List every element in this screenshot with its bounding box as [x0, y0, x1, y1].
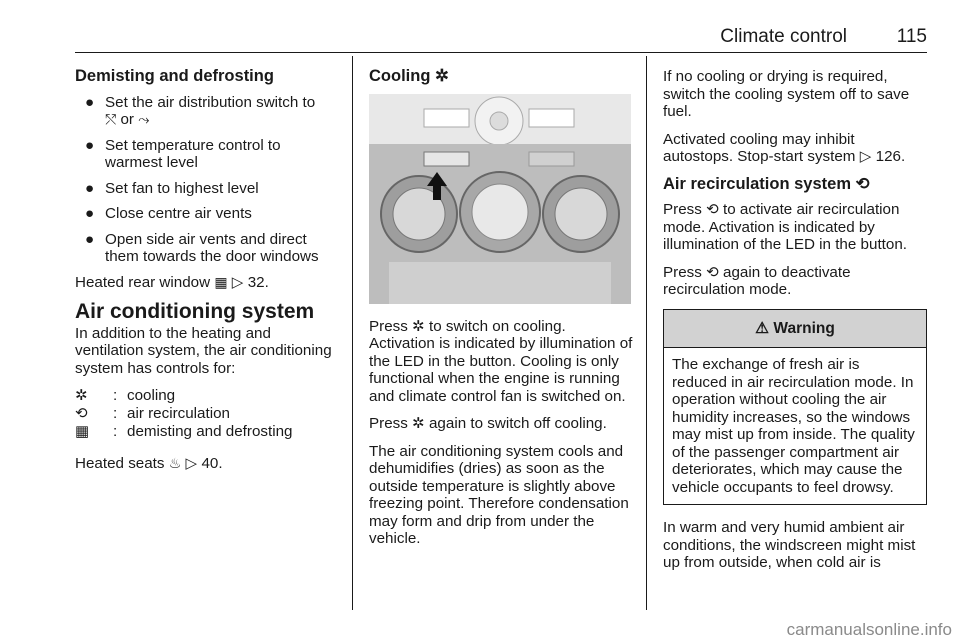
- heated-rear-window-ref: Heated rear window ▦ ▷ 32.: [75, 273, 269, 291]
- recirculation-car-icon: ⟲: [706, 263, 719, 281]
- heated-seat-icon: ♨: [168, 455, 182, 471]
- column-divider-1: [352, 56, 353, 610]
- windscreen-mist-paragraph: In warm and very humid ambient air conditions, the windscreen might mist up from outside, when cold air is: [663, 519, 916, 571]
- demisting-steps: [75, 94, 340, 266]
- column-2: [369, 68, 634, 558]
- cooling-paragraph-3: The air conditioning system cools and dehumidifies (dries) as soon as the outside temperature is slightly above freezing point. Therefore condensation may form and drip from under the vehicle.: [369, 442, 629, 547]
- controls-list: [75, 387, 340, 441]
- cooling-heading: Cooling ✲: [369, 67, 449, 85]
- rear-window-heat-icon: ▦: [214, 273, 228, 290]
- cooling-paragraph-1: Press ✲ to switch on cooling. Activation is indicated by illumination of the LED in the button. Cooling is only functional when the engine is running and climate control fan is switched on.: [369, 317, 633, 405]
- windscreen-airflow-icon: ⤳: [138, 111, 150, 127]
- page-ref-arrow-icon: ▷: [859, 148, 872, 165]
- demisting-heading: Demisting and defrosting: [75, 67, 274, 85]
- warning-icon: ⚠: [755, 319, 770, 337]
- list-item: ● Set temperature control to warmest level: [85, 136, 281, 171]
- warning-box: [663, 309, 927, 506]
- page-title: Climate control: [720, 26, 847, 47]
- windscreen-feet-icon: ⤲: [105, 111, 117, 127]
- ac-intro: In addition to the heating and ventilation system, the air conditioning system has controls for:: [75, 324, 332, 377]
- table-row: ⟲ : air recirculation: [75, 405, 230, 422]
- climate-panel-illustration: [369, 94, 631, 304]
- recirculation-car-icon: ⟲: [75, 405, 88, 422]
- snowflake-icon: ✲: [435, 67, 449, 85]
- autostop-paragraph: Activated cooling may inhibit autostops. Stop-start system ▷ 126.: [663, 130, 906, 165]
- list-item: ● Set fan to highest level: [85, 179, 259, 197]
- page-ref-arrow-icon: ▷: [231, 273, 244, 291]
- recirculation-car-icon: ⟲: [706, 201, 719, 218]
- column-1: [75, 68, 340, 483]
- section-title: Air conditioning system: [75, 300, 315, 323]
- warning-header: ⚠ Warning: [664, 310, 926, 349]
- list-item: ● Set the air distribution switch to ⤲ or ⤳: [85, 93, 316, 128]
- page-header: [75, 26, 927, 50]
- list-item: ● Open side air vents and direct them towards the door windows: [85, 230, 319, 265]
- cooling-off-paragraph: If no cooling or drying is required, switch the cooling system off to save fuel.: [663, 68, 910, 120]
- recirculation-paragraph-1: Press ⟲ to activate air recirculation mode. Activation is indicated by illumination of the LED in the button.: [663, 201, 907, 253]
- table-row: ▦ : demisting and defrosting: [75, 423, 293, 440]
- watermark: carmanualsonline.info: [786, 620, 952, 639]
- warning-body: The exchange of fresh air is reduced in air recirculation mode. In operation without cooling the air humidity increases, so the windows may mist up from inside. The quality of the passenger compartment air deteriorates, which may cause the vehicle occupants to feel drowsy.: [672, 356, 915, 496]
- header-rule: [75, 52, 927, 53]
- climate-panel-photo: [369, 94, 631, 304]
- recirculation-paragraph-2: Press ⟲ again to deactivate recirculation mode.: [663, 263, 851, 298]
- table-row: ✲ : cooling: [75, 387, 176, 404]
- recirculation-heading: Air recirculation system ⟲: [663, 174, 870, 193]
- cooling-paragraph-2: Press ✲ again to switch off cooling.: [369, 415, 607, 432]
- column-3: [663, 68, 927, 582]
- page-ref-arrow-icon: ▷: [185, 455, 198, 472]
- snowflake-icon: ✲: [75, 387, 88, 404]
- column-divider-2: [646, 56, 647, 610]
- rear-window-heat-icon: ▦: [75, 423, 90, 440]
- recirculation-car-icon: ⟲: [855, 174, 870, 193]
- list-item: ● Close centre air vents: [85, 205, 252, 222]
- page-number: 115: [896, 26, 927, 47]
- heated-seats-ref: Heated seats ♨ ▷ 40.: [75, 455, 223, 472]
